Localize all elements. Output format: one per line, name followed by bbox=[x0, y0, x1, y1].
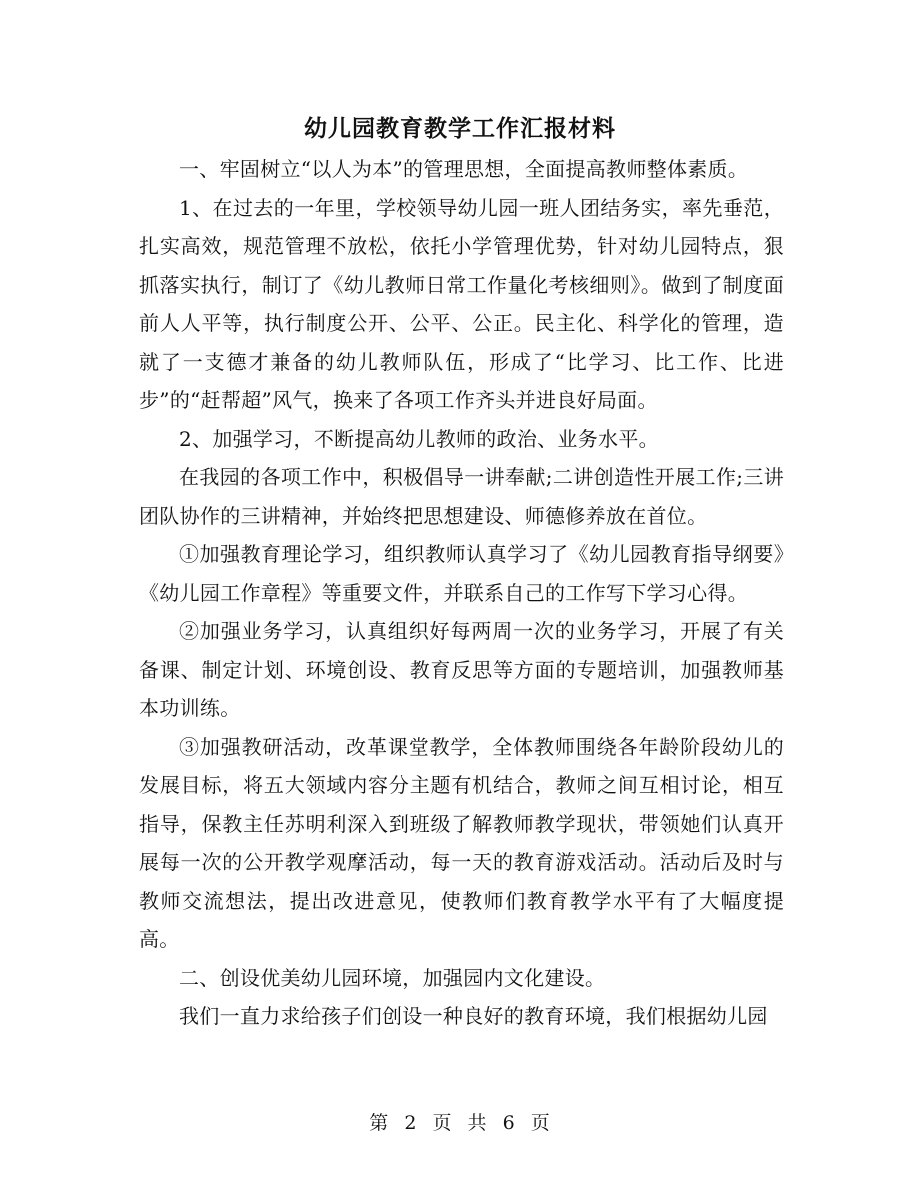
paragraph-item-1: ①加强教育理论学习，组织教师认真学习了《幼儿园教育指导纲要》《幼儿园工作章程》等重要文件，并联系自己的工作写下学习心得。 bbox=[139, 542, 784, 605]
footer-page-number: 2 bbox=[404, 1112, 418, 1134]
paragraph-3: 在我园的各项工作中，积极倡导一讲奉献;二讲创造性开展工作;三讲团队协作的三讲精神，并始终把思想建设、师德修养放在首位。 bbox=[139, 465, 784, 528]
footer-page-mid: 页 bbox=[432, 1112, 453, 1134]
footer-total-suffix: 页 bbox=[530, 1112, 551, 1134]
paragraph-section-1-heading: 一、牢固树立“以人为本”的管理思想，全面提高教师整体素质。 bbox=[179, 157, 749, 181]
page-footer bbox=[0, 1108, 920, 1135]
paragraph-continued: 我们一直力求给孩子们创设一种良好的教育环境，我们根据幼儿园 bbox=[179, 1004, 768, 1028]
document-title: 幼儿园教育教学工作汇报材料 bbox=[304, 115, 616, 142]
paragraph-section-2-heading: 二、创设优美幼儿园环境，加强园内文化建设。 bbox=[179, 965, 606, 990]
paragraph-1: 1、在过去的一年里，学校领导幼儿园一班人团结务实，率先垂范，扎实高效，规范管理不放松，依托小学管理优势，针对幼儿园特点，狠抓落实执行，制订了《幼儿教师日常工作量化考核细则》。做到了制度面前人人平等，执行制度公开、公平、公正。民主化、科学化的管理，造就了一支德才兼备的幼儿教师队伍，形成了“比学习、比工作、比进步”的“赶帮超”风气，换来了各项工作齐头并进良好局面。 bbox=[139, 195, 784, 412]
footer-total-pages: 6 bbox=[502, 1112, 516, 1134]
footer-page-prefix: 第 bbox=[369, 1112, 390, 1134]
paragraph-item-3: ③加强教研活动，改革课堂教学，全体教师围绕各年龄阶段幼儿的发展目标，将五大领域内容分主题有机结合，教师之间互相讨论，相互指导，保教主任苏明利深入到班级了解教师教学现状，带领她们认真开展每一次的公开教学观摩活动，每一天的教育游戏活动。活动后及时与教师交流想法，提出改进意见，使教师们教育教学水平有了大幅度提高。 bbox=[139, 734, 784, 951]
footer-total-prefix: 共 bbox=[467, 1112, 488, 1134]
paragraph-2-heading: 2、加强学习，不断提高幼儿教师的政治、业务水平。 bbox=[179, 426, 659, 451]
paragraph-item-2: ②加强业务学习，认真组织好每两周一次的业务学习，开展了有关备课、制定计划、环境创设、教育反思等方面的专题培训，加强教师基本功训练。 bbox=[139, 619, 784, 720]
document-body bbox=[139, 150, 784, 1036]
